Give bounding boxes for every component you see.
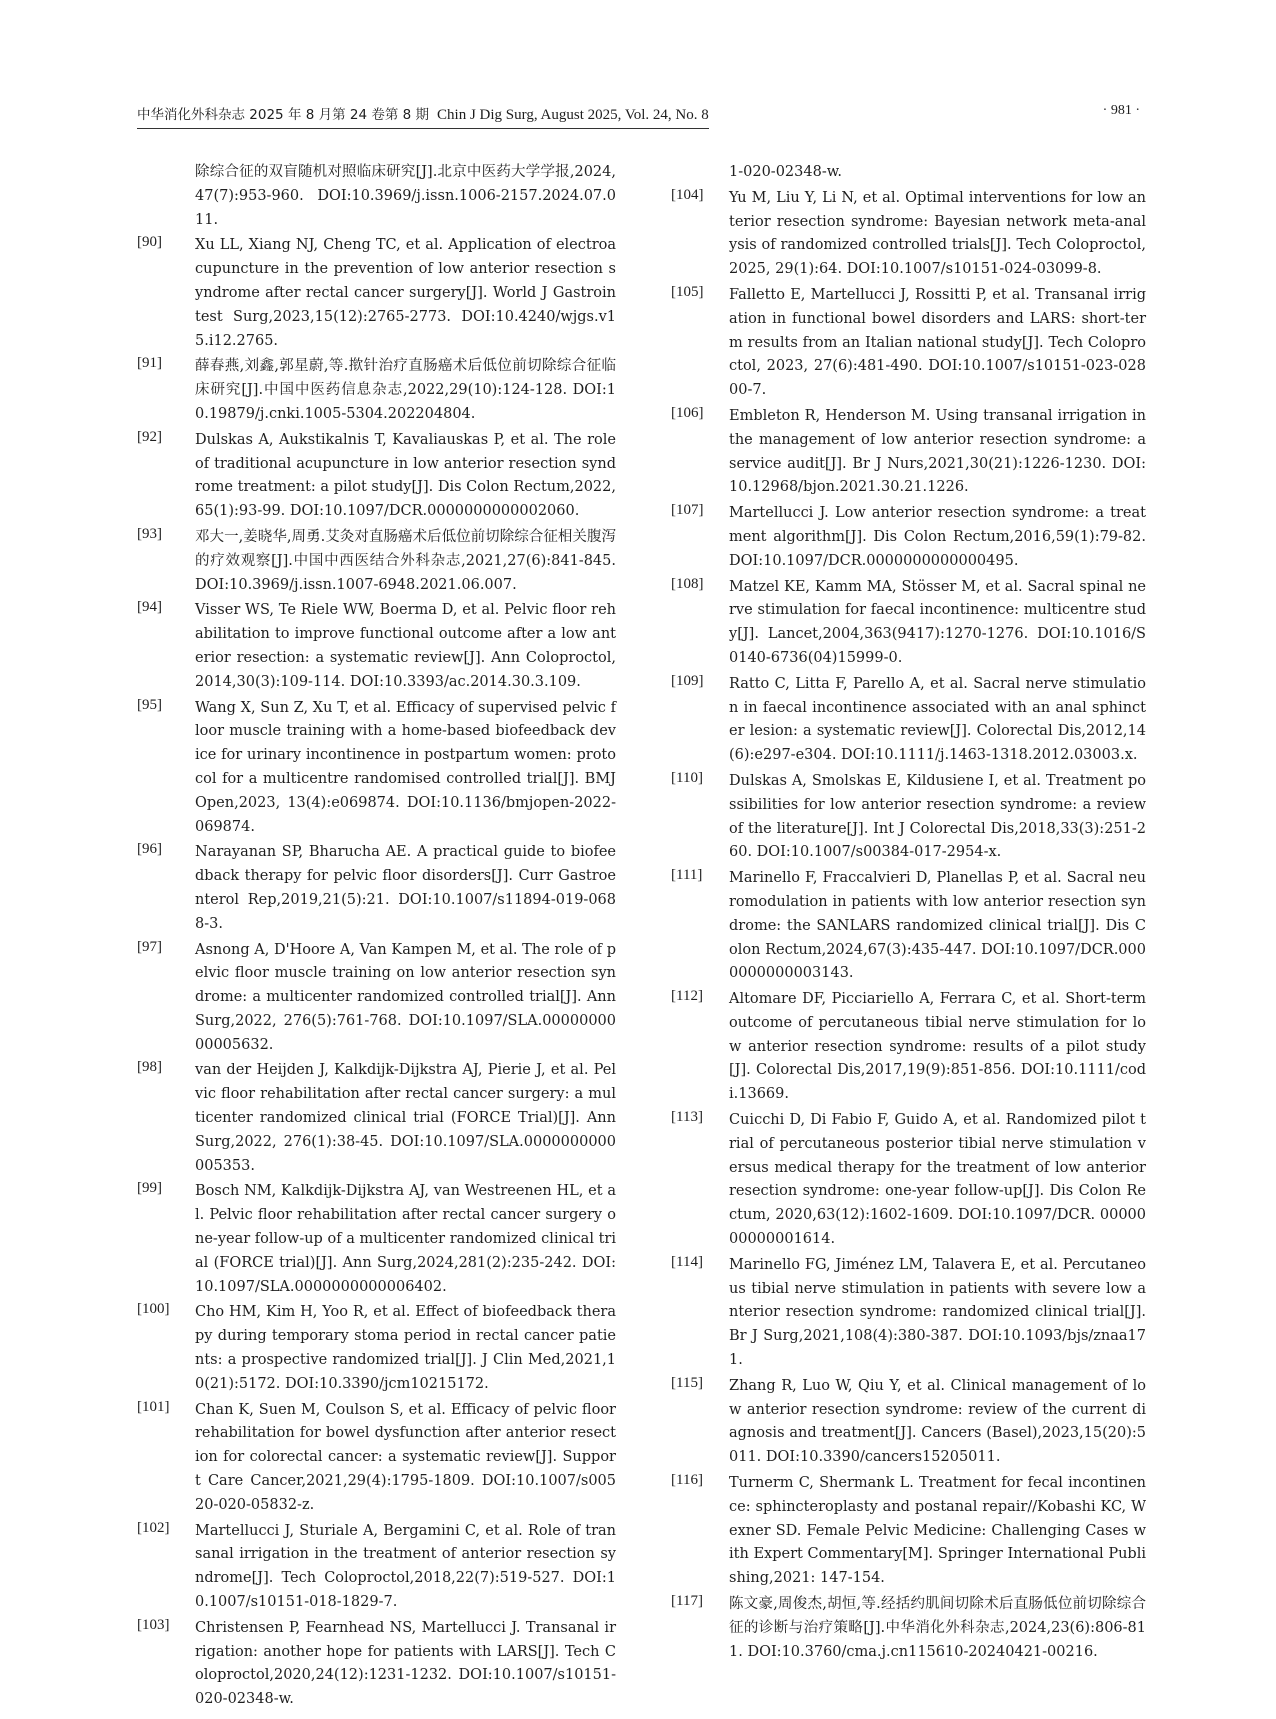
reference-text: Martellucci J, Sturiale A, Bergamini C, et al. Role of transanal irrigation in the treatment of anterior resection syndrome[J]. Tech Coloproctol,2018,22(7):519-527. DOI:10.1007/s10151-018-1829-7. bbox=[195, 1522, 616, 1611]
reference-item bbox=[137, 1301, 616, 1396]
reference-number: [96] bbox=[137, 841, 162, 858]
page-header bbox=[137, 103, 1140, 129]
reference-item bbox=[671, 1593, 1146, 1664]
reference-item bbox=[137, 599, 616, 694]
reference-number: [107] bbox=[671, 502, 704, 519]
reference-number: [99] bbox=[137, 1180, 162, 1197]
reference-continuation: 除综合征的双盲随机对照临床研究[J].北京中医药大学学报,2024,47(7):953-960. DOI:10.3969/j.issn.1006-2157.2024.07.011. bbox=[195, 164, 616, 228]
reference-text: Altomare DF, Picciariello A, Ferrara C, et al. Short-term outcome of percutaneous tibial nerve stimulation for low anterior resection syndrome: results of a pilot study[J]. Colorectal Dis,2017,19(9):851-856. DOI:10.1111/codi.13669. bbox=[729, 991, 1146, 1103]
reference-text: Martellucci J. Low anterior resection syndrome: a treatment algorithm[J]. Dis Colon Rectum,2016,59(1):79-82. DOI:10.1097/DCR.0000000000000495. bbox=[729, 505, 1146, 569]
reference-number: [110] bbox=[671, 769, 703, 786]
reference-number: [98] bbox=[137, 1059, 162, 1076]
reference-item bbox=[671, 284, 1146, 403]
reference-text: Visser WS, Te Riele WW, Boerma D, et al. Pelvic floor rehabilitation to improve functional outcome after a low anterior resection: a systematic review[J]. Ann Coloproctol,2014,30(3):109-114. DOI:10.3393/ac.2014.30.3.109. bbox=[195, 602, 616, 690]
reference-item bbox=[137, 1617, 616, 1712]
reference-text: Chan K, Suen M, Coulson S, et al. Efficacy of pelvic floor rehabilitation for bowel dysfunction after anterior resection for colorectal cancer: a systematic review[J]. Support Care Cancer,2021,29(4):1795-1809. DOI:10.1007/s00520-020-05832-z. bbox=[195, 1401, 616, 1513]
reference-item bbox=[671, 187, 1146, 282]
reference-item bbox=[671, 576, 1146, 671]
reference-continuation: 1-020-02348-w. bbox=[729, 164, 843, 180]
reference-item bbox=[137, 526, 616, 597]
reference-number: [97] bbox=[137, 938, 162, 955]
reference-item bbox=[137, 1520, 616, 1615]
reference-number: [114] bbox=[671, 1253, 703, 1270]
reference-item bbox=[671, 867, 1146, 986]
reference-number: [105] bbox=[671, 283, 704, 300]
reference-text: Yu M, Liu Y, Li N, et al. Optimal interventions for low anterior resection syndrome: Bayesian network meta-analysis of randomized controlled trials[J]. Tech Coloproctol,2025, 29(1):64. DOI:10.1007/s10151-024-03099-8. bbox=[729, 189, 1146, 278]
reference-item bbox=[671, 1254, 1146, 1373]
reference-text: Ratto C, Litta F, Parello A, et al. Sacral nerve stimulation in faecal incontinence associated with an anal sphincter lesion: a systematic review[J]. Colorectal Dis,2012,14(6):e297-e304. DOI:10.1111/j.1463-1318.2012.03003.x. bbox=[729, 675, 1146, 764]
reference-list bbox=[671, 187, 1146, 1665]
reference-number: [109] bbox=[671, 672, 704, 689]
reference-text: Marinello FG, Jiménez LM, Talavera E, et al. Percutaneous tibial nerve stimulation in patients with severe low anterior resection syndrome: randomized clinical trial[J]. Br J Surg,2021,108(4):380-387. DOI:10.1093/bjs/znaa171. bbox=[729, 1256, 1146, 1369]
reference-text: Cuicchi D, Di Fabio F, Guido A, et al. Randomized pilot trial of percutaneous posterior tibial nerve stimulation versus medical therapy for the treatment of low anterior resection syndrome: one-year follow-up[J]. Dis Colon Rectum, 2020,63(12):1602-1609. DOI:10.1097/DCR. 0000000000001614. bbox=[729, 1112, 1146, 1248]
reference-item bbox=[671, 1472, 1146, 1591]
reference-item bbox=[671, 988, 1146, 1107]
reference-number: [111] bbox=[671, 867, 703, 884]
reference-number: [90] bbox=[137, 234, 162, 251]
reference-text: Matzel KE, Kamm MA, Stösser M, et al. Sacral spinal nerve stimulation for faecal incontinence: multicentre study[J]. Lancet,2004,363(9417):1270-1276. DOI:10.1016/S0140-6736(04)15999-0. bbox=[729, 578, 1146, 666]
reference-text: Wang X, Sun Z, Xu T, et al. Efficacy of supervised pelvic floor muscle training with a home-based biofeedback device for urinary incontinence in postpartum women: protocol for a multicentre randomised controlled trial[J]. BMJ Open,2023, 13(4):e069874. DOI:10.1136/bmjopen-2022-069874. bbox=[195, 699, 616, 835]
reference-number: [115] bbox=[671, 1374, 703, 1391]
reference-item bbox=[137, 1059, 616, 1178]
reference-number: [116] bbox=[671, 1472, 703, 1489]
reference-number: [108] bbox=[671, 575, 704, 592]
reference-number: [102] bbox=[137, 1519, 170, 1536]
journal-title-en: Chin J Dig Surg, August 2025, Vol. 24, No. 8 bbox=[437, 107, 709, 123]
reference-item bbox=[137, 234, 616, 353]
reference-text: Marinello F, Fraccalvieri D, Planellas P, et al. Sacral neuromodulation in patients with low anterior resection syndrome: the SANLARS randomized clinical trial[J]. Dis Colon Rectum,2024,67(3):435-447. DOI:10.1097/DCR.0000000000003143. bbox=[729, 870, 1146, 982]
reference-number: [92] bbox=[137, 428, 162, 445]
reference-text: Embleton R, Henderson M. Using transanal irrigation in the management of low anterior resection syndrome: a service audit[J]. Br J Nurs,2021,30(21):1226-1230. DOI:10.12968/bjon.2021.30.21.1226. bbox=[729, 407, 1146, 496]
reference-text: Bosch NM, Kalkdijk-Dijkstra AJ, van Westreenen HL, et al. Pelvic floor rehabilitation after rectal cancer surgery one-year follow-up of a multicenter randomized clinical trial (FORCE trial)[J]. Ann Surg,2024,281(2):235-242. DOI:10.1097/SLA.0000000000006402. bbox=[195, 1183, 616, 1295]
reference-item bbox=[671, 1375, 1146, 1470]
journal-title-cn: 中华消化外科杂志 2025 年 8 月第 24 卷第 8 期 bbox=[137, 107, 430, 123]
reference-item bbox=[671, 405, 1146, 500]
reference-item bbox=[671, 1109, 1146, 1252]
reference-text: Turnerm C, Shermank L. Treatment for fecal incontinence: sphincteroplasty and postanal repair//Kobashi KC, Wexner SD. Female Pelvic Medicine: Challenging Cases with Expert Commentary[M]. Springer International Publishing,2021: 147-154. bbox=[729, 1475, 1146, 1587]
reference-list bbox=[137, 234, 616, 1712]
reference-text: Christensen P, Fearnhead NS, Martellucci J. Transanal irrigation: another hope for patients with LARS[J]. Tech Coloproctol,2020,24(12):1231-1232. DOI:10.1007/s10151-020-02348-w. bbox=[195, 1619, 616, 1708]
reference-number: [94] bbox=[137, 599, 162, 616]
reference-text: Falletto E, Martellucci J, Rossitti P, et al. Transanal irrigation in functional bowel disorders and LARS: short-term results from an Italian national study[J]. Tech Coloproctol, 2023, 27(6):481-490. DOI:10.1007/s10151-023-02800-7. bbox=[729, 286, 1146, 399]
reference-column-left bbox=[137, 161, 616, 1714]
reference-number: [100] bbox=[137, 1301, 170, 1318]
reference-number: [93] bbox=[137, 525, 162, 542]
reference-text: Cho HM, Kim H, Yoo R, et al. Effect of biofeedback therapy during temporary stoma period in rectal cancer patients: a prospective randomized trial[J]. J Clin Med,2021,10(21):5172. DOI:10.3390/jcm10215172. bbox=[195, 1304, 616, 1392]
reference-text: Narayanan SP, Bharucha AE. A practical guide to biofeedback therapy for pelvic floor disorders[J]. Curr Gastroenterol Rep,2019,21(5):21. DOI:10.1007/s11894-019-0688-3. bbox=[195, 844, 616, 932]
reference-text: van der Heijden J, Kalkdijk-Dijkstra AJ, Pierie J, et al. Pelvic floor rehabilitation after rectal cancer surgery: a multicenter randomized clinical trial (FORCE Trial)[J]. Ann Surg,2022, 276(1):38-45. DOI:10.1097/SLA.0000000000005353. bbox=[195, 1062, 616, 1174]
reference-item bbox=[137, 1399, 616, 1518]
reference-item bbox=[137, 697, 616, 840]
reference-item bbox=[671, 673, 1146, 768]
reference-text: Xu LL, Xiang NJ, Cheng TC, et al. Application of electroacupuncture in the prevention of low anterior resection syndrome after rectal cancer surgery[J]. World J Gastrointest Surg,2023,15(12):2765-2773. DOI:10.4240/wjgs.v15.i12.2765. bbox=[195, 237, 616, 349]
reference-text: Zhang R, Luo W, Qiu Y, et al. Clinical management of low anterior resection syndrome: review of the current diagnosis and treatment[J]. Cancers (Basel),2023,15(20):5011. DOI:10.3390/cancers15205011. bbox=[729, 1377, 1146, 1466]
reference-item bbox=[671, 770, 1146, 865]
reference-text: Asnong A, D'Hoore A, Van Kampen M, et al. The role of pelvic floor muscle training on low anterior resection syndrome: a multicenter randomized controlled trial[J]. Ann Surg,2022, 276(5):761-768. DOI:10.1097/SLA.0000000000005632. bbox=[195, 941, 616, 1053]
reference-text: 薛春燕,刘鑫,郭星蔚,等.揿针治疗直肠癌术后低位前切除综合征临床研究[J].中国中医药信息杂志,2022,29(10):124-128. DOI:10.19879/j.cnki.1005-5304.202204804. bbox=[195, 358, 616, 422]
reference-item bbox=[137, 355, 616, 426]
reference-text: Dulskas A, Smolskas E, Kildusiene I, et al. Treatment possibilities for low anterior resection syndrome: a review of the literature[J]. Int J Colorectal Dis,2018,33(3):251-260. DOI:10.1007/s00384-017-2954-x. bbox=[729, 772, 1146, 861]
reference-number: [91] bbox=[137, 355, 162, 372]
reference-number: [106] bbox=[671, 404, 704, 421]
reference-text: 邓大一,姜晓华,周勇.艾灸对直肠癌术后低位前切除综合征相关腹泻的疗效观察[J].中国中西医结合外科杂志,2021,27(6):841-845. DOI:10.3969/j.issn.1007-6948.2021.06.007. bbox=[195, 528, 616, 593]
reference-column-right bbox=[671, 161, 1146, 1666]
page-number: · 981 · bbox=[1102, 103, 1140, 118]
reference-item bbox=[137, 939, 616, 1058]
reference-item bbox=[137, 429, 616, 524]
reference-number: [113] bbox=[671, 1109, 703, 1126]
reference-number: [104] bbox=[671, 186, 704, 203]
reference-number: [117] bbox=[671, 1593, 703, 1610]
reference-text: 陈文豪,周俊杰,胡恒,等.经括约肌间切除术后直肠低位前切除综合征的诊断与治疗策略[J].中华消化外科杂志,2024,23(6):806-811. DOI:10.3760/cma.j.cn115610-20240421-00216. bbox=[729, 1596, 1146, 1660]
journal-info bbox=[137, 103, 709, 129]
reference-item bbox=[137, 1180, 616, 1299]
reference-number: [101] bbox=[137, 1398, 170, 1415]
reference-number: [112] bbox=[671, 988, 703, 1005]
reference-item bbox=[137, 841, 616, 936]
reference-number: [103] bbox=[137, 1616, 170, 1633]
reference-text: Dulskas A, Aukstikalnis T, Kavaliauskas P, et al. The role of traditional acupuncture in low anterior resection syndrome treatment: a pilot study[J]. Dis Colon Rectum,2022,65(1):93-99. DOI:10.1097/DCR.0000000000002060. bbox=[195, 431, 616, 520]
reference-number: [95] bbox=[137, 696, 162, 713]
reference-item bbox=[671, 502, 1146, 573]
